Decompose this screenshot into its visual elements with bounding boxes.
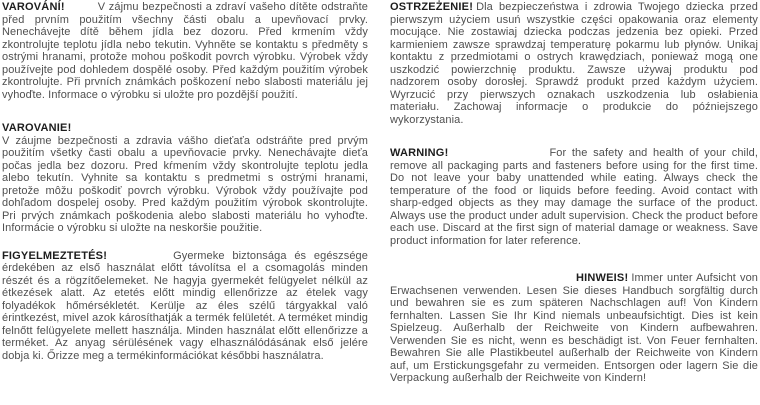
section-header-czech: VAROVÁNÍ! (2, 1, 65, 13)
warning-section-slovak (2, 122, 368, 235)
warning-section-german (390, 272, 758, 385)
right-column (390, 1, 758, 405)
section-body-german: Immer unter Aufsicht von Erwachsenen verwenden. Lesen Sie dieses Handbuch sorgfältig durch und bewahren sie es zum späteren Nachschlagen auf! Von Kindern fernhalten. Lassen Sie Ihr Kind niemals unbeaufsichtigt. Dies ist kein Spielzeug. Außerhalb der Reichweite von Kindern aufbewahren. Verwenden Sie es nicht, wenn es beschädigt ist. Von Feuer fernhalten. Bewahren Sie alle Plastikbeutel außerhalb der Reichweite von Kindern auf, um Erstickungsgefahr zu vermeiden. Entsorgen oder lagern Sie die Verpackung außerhalb der Reichweite von Kindern! (390, 272, 758, 384)
section-body-hungarian: Gyermeke biztonsága és egészsége érdekében az első használat előtt távolítsa el a csomagolás minden részét és a rögzítőelemeket. Ne hagyja gyermekét felügyelet nélkül az étkezések alatt. Az etetés előtt mindig ellenőrizze az ételek vagy folyadékok hőmérsékletét. Kerülje az éles szélű tárgyakkal való érintkezést, mivel azok károsíthatják a termék felületét. A terméket mindig felnőtt felügyelete mellett használja. Minden használat előtt ellenőrizze a terméket. Az anyag sérülésének vagy elhasználódásának első jelére dobja ki. Őrizze meg a termékinformációkat későbbi használatra. (2, 249, 368, 362)
warning-section-hungarian (2, 250, 368, 363)
section-body-english: For the safety and health of your child, remove all packaging parts and fasteners before using for the first time. Do not leave your baby unattended while eating. Always check the temperature of the food or liquids before feeding. Avoid contact with sharp-edged objects as they may damage the surface of the product. Always use the product under adult supervision. Check the product before each use. Discard at the first sign of material damage or weakness. Save product information for later reference. (390, 147, 758, 247)
section-header-slovak: VAROVANIE! (2, 122, 72, 134)
section-body-polish: Dla bezpieczeństwa i zdrowia Twojego dziecka przed pierwszym użyciem usuń wszystkie części opakowania oraz elementy mocujące. Nie zostawiaj dziecka podczas jedzenia bez opieki. Przed karmieniem zawsze sprawdzaj temperaturę pokarmu lub płynów. Unikaj kontaktu z przedmiotami o ostrych krawędziach, ponieważ mogą one uszkodzić powierzchnię produktu. Zawsze używaj produktu pod nadzorem osoby dorosłej. Sprawdź produkt przed każdym użyciem. Wyrzucić przy pierwszych oznakach uszkodzenia lub osłabienia materiału. Zachowaj informacje o produkcie do późniejszego wykorzystania. (390, 1, 758, 126)
warning-section-czech (2, 1, 368, 101)
section-header-hungarian: FIGYELMEZTETÉS! (2, 249, 108, 262)
warning-section-polish (390, 1, 758, 126)
section-header-german: HINWEIS! (576, 272, 629, 284)
section-body-czech: V zájmu bezpečnosti a zdraví vašeho dítěte odstraňte před prvním použitím všechny části obalu a upevňovací prvky. Nenechávejte dítě během jídla bez dozoru. Před krmením vždy zkontrolujte teplotu jídla nebo tekutin. Vyhněte se kontaktu s předměty s ostrými hranami, protože mohou poškodit povrch výrobku. Výrobek vždy používejte pod dohledem dospělé osoby. Před každým použitím výrobek zkontrolujte. Při prvních známkách poškození nebo slabosti materiálu jej vyhoďte. Informace o výrobku si uložte pro pozdější použití. (2, 1, 368, 101)
section-header-english: WARNING! (390, 147, 449, 159)
left-column (2, 1, 368, 405)
section-header-polish: OSTRZEŻENIE! (390, 1, 474, 13)
warning-section-english (390, 147, 758, 247)
section-body-slovak: V záujme bezpečnosti a zdravia vášho dieťaťa odstráňte pred prvým použitím všetky časti obalu a upevňovacie prvky. Nenechávajte dieťa počas jedla bez dozoru. Pred kŕmením vždy skontrolujte teplotu jedla alebo tekutín. Vyhnite sa kontaktu s predmetmi s ostrými hranami, pretože môžu poškodiť povrch výrobku. Výrobok vždy používajte pod dohľadom dospelej osoby. Pred každým použitím výrobok skontrolujte. Pri prvých známkach poškodenia alebo slabosti materiálu ho vyhoďte. Informácie o výrobku si uložte na neskoršie použitie. (2, 134, 368, 234)
